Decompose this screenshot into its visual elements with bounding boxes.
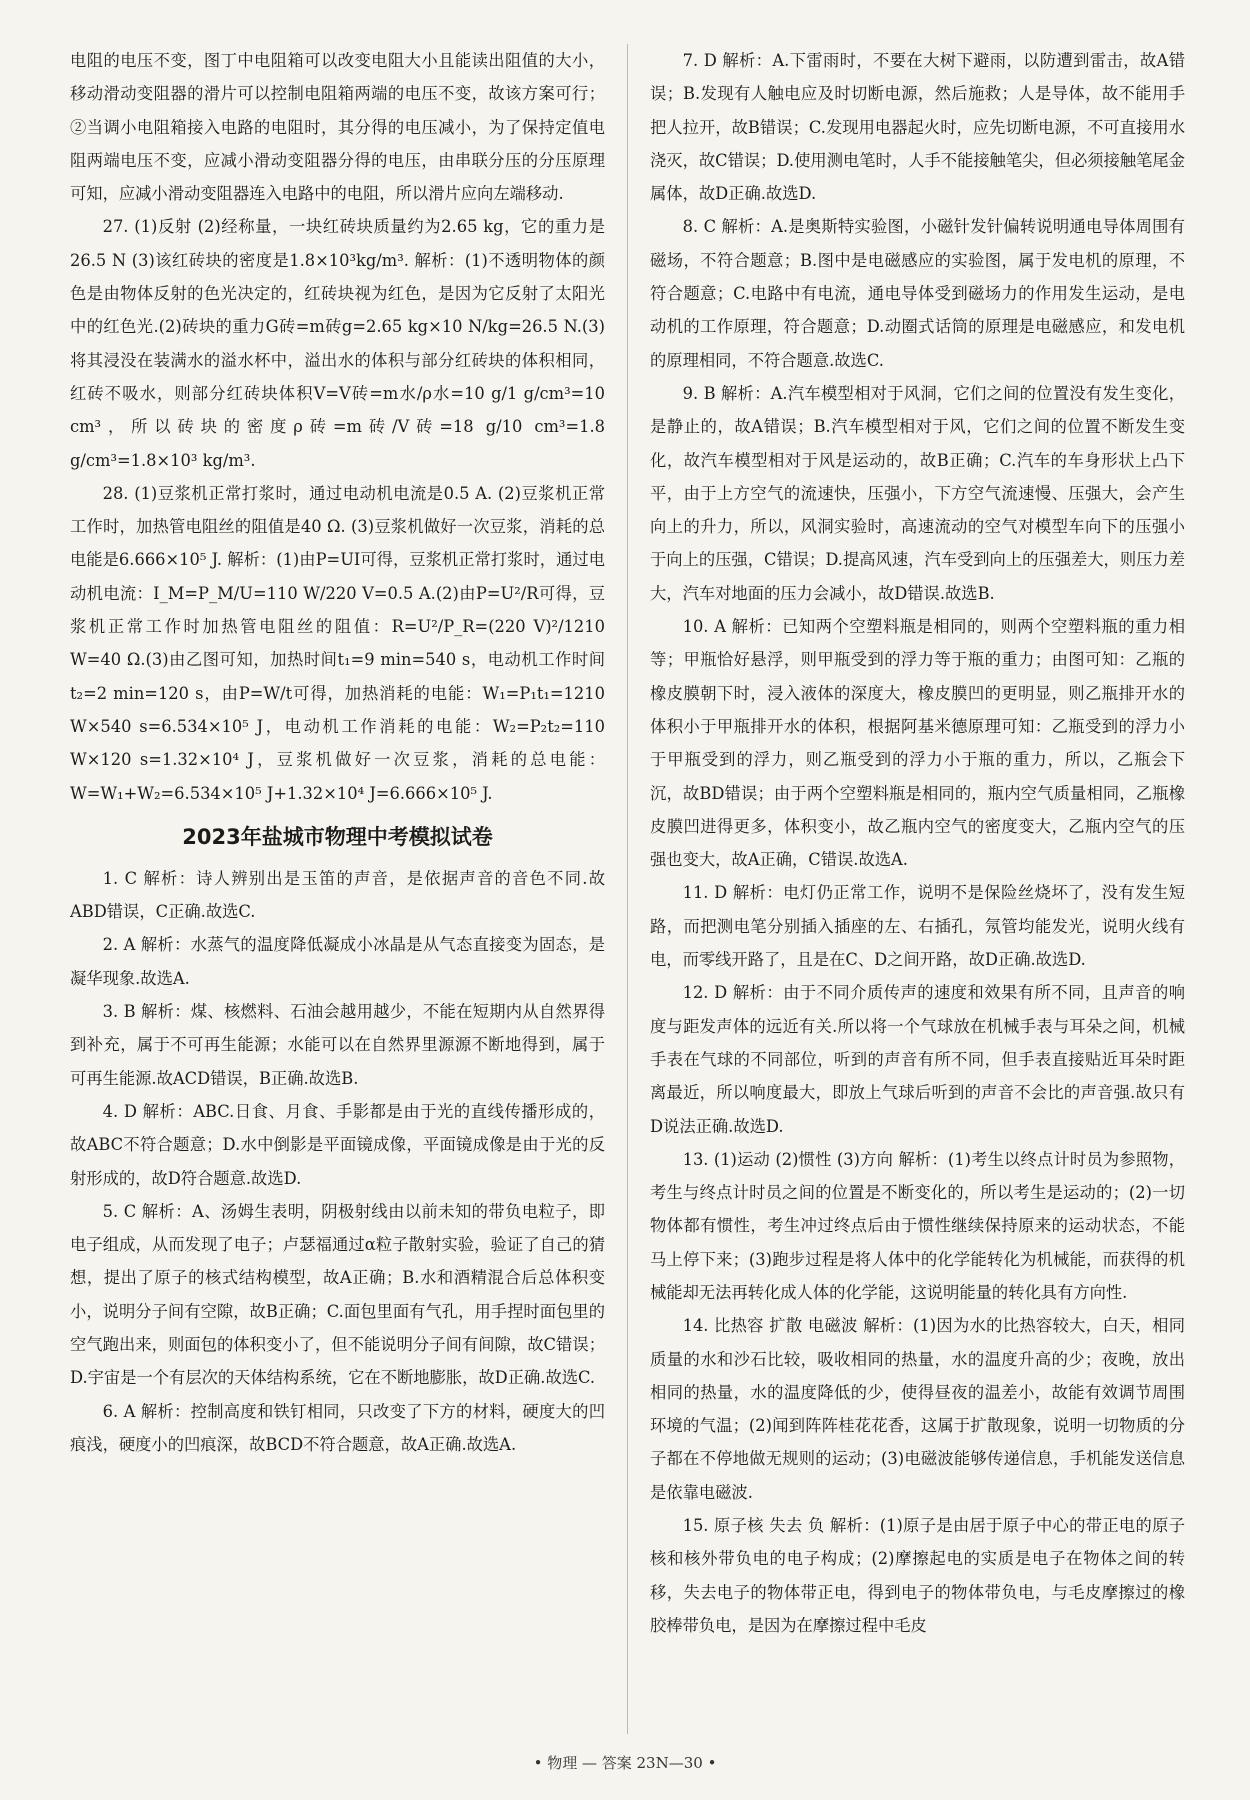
answer-8: 8. C 解析：A.是奥斯特实验图，小磁针发针偏转说明通电导体周围有磁场，不符合题意；B.图中是电磁感应的实验图，属于发电机的原理，不符合题意；C.电路中有电流，通电导体受到磁场力的作用发生运动，是电动机的工作原理，符合题意；D.动圈式话筒的原理是电磁感应，和发电机的原理相同，不符合题意.故选C. <box>650 217 1185 370</box>
answer-3: 3. B 解析：煤、核燃料、石油会越用越少，不能在短期内从自然界得到补充，属于不可再生能源；水能可以在自然界里源源不断地得到，属于可再生能源.故ACD错误，B正确.故选B. <box>70 1002 605 1088</box>
column-divider <box>627 44 628 1734</box>
paragraph-continued: 电阻的电压不变，图丁中电阻箱可以改变电阻大小且能读出阻值的大小，移动滑动变阻器的滑片可以控制电阻箱两端的电压不变，故该方案可行；②当调小电阻箱接入电路的电阻时，其分得的电压减小，为了保持定值电阻两端电压不变，应减小滑动变阻器分得的电压，由串联分压的分压原理可知，应减小滑动变阻器连入电路中的电阻，所以滑片应向左端移动. <box>70 51 605 204</box>
answer-2: 2. A 解析：水蒸气的温度降低凝成小冰晶是从气态直接变为固态，是凝华现象.故选A. <box>70 935 605 988</box>
answer-6: 6. A 解析：控制高度和铁钉相同，只改变了下方的材料，硬度大的凹痕浅，硬度小的凹痕深，故BCD不符合题意，故A正确.故选A. <box>70 1401 605 1454</box>
answer-27: 27. (1)反射 (2)经称量，一块红砖块质量约为2.65 kg，它的重力是26.5 N (3)该红砖块的密度是1.8×10³kg/m³. 解析：(1)不透明物体的颜色是由物体反射的色光决定的，红砖块视为红色，是因为它反射了太阳光中的红色光.(2)砖块的重力G砖=m砖g=2.65 kg×10 N/kg=26.5 N.(3)将其浸没在装满水的溢水杯中，溢出水的体积与部分红砖块的体积相同，红砖不吸水，则部分红砖块体积V=V砖=m水/ρ水=10 g/1 g/cm³=10 cm³，所以砖块的密度ρ砖=m砖/V砖=18 g/10 cm³=1.8 g/cm³=1.8×10³ kg/m³. <box>70 217 605 470</box>
answer-7: 7. D 解析：A.下雷雨时，不要在大树下避雨，以防遭到雷击，故A错误；B.发现有人触电应及时切断电源，然后施救；人是导体，故不能用手把人拉开，故B错误；C.发现用电器起火时，应先切断电源，不可直接用水浇灭，故C错误；D.使用测电笔时，人手不能接触笔尖，但必须接触笔尾金属体，故D正确.故选D. <box>650 51 1185 204</box>
answer-9: 9. B 解析：A.汽车模型相对于风洞，它们之间的位置没有发生变化，是静止的，故A错误；B.汽车模型相对于风，它们之间的位置不断发生变化，故汽车模型相对于风是运动的，故B正确；C.汽车的车身形状上凸下平，由于上方空气的流速快，压强小，下方空气流速慢、压强大，会产生向上的升力，所以，风洞实验时，高速流动的空气对模型车向下的压强小于向上的压强，C错误；D.提高风速，汽车受到向上的压强差大，则压力差大，汽车对地面的压力会减小，故D错误.故选B. <box>650 383 1185 603</box>
answer-28: 28. (1)豆浆机正常打浆时，通过电动机电流是0.5 A. (2)豆浆机正常工作时，加热管电阻丝的阻值是40 Ω. (3)豆浆机做好一次豆浆，消耗的总电能是6.666×10⁵ J. 解析：(1)由P=UI可得，豆浆机正常打浆时，通过电动机电流：I_M=P_M/U=110 W/220 V=0.5 A.(2)由P=U²/R可得，豆浆机正常工作时加热管电阻丝的阻值：R=U²/P_R=(220 V)²/1210 W=40 Ω.(3)由乙图可知，加热时间t₁=9 min=540 s，电动机工作时间t₂=2 min=120 s，由P=W/t可得，加热消耗的电能：W₁=P₁t₁=1210 W×540 s=6.534×10⁵ J，电动机工作消耗的电能：W₂=P₂t₂=110 W×120 s=1.32×10⁴ J，豆浆机做好一次豆浆，消耗的总电能：W=W₁+W₂=6.534×10⁵ J+1.32×10⁴ J=6.666×10⁵ J. <box>70 483 605 803</box>
section-title: 2023年盐城市物理中考模拟试卷 <box>182 824 493 849</box>
left-column <box>70 44 605 1461</box>
right-column <box>650 44 1185 1642</box>
answer-13: 13. (1)运动 (2)惯性 (3)方向 解析：(1)考生以终点计时员为参照物，考生与终点计时员之间的位置是不断变化的，所以考生是运动的；(2)一切物体都有惯性，考生冲过终点后由于惯性继续保持原来的运动状态，不能马上停下来；(3)跑步过程是将人体中的化学能转化为机械能，而获得的机械能却无法再转化成人体的化学能，这说明能量的转化具有方向性. <box>650 1149 1185 1302</box>
answer-5: 5. C 解析：A、汤姆生表明，阴极射线由以前未知的带负电粒子，即电子组成，从而发现了电子；卢瑟福通过α粒子散射实验，验证了自己的猜想，提出了原子的核式结构模型，故A正确；B.水和酒精混合后总体积变小，说明分子间有空隙，故B正确；C.面包里面有气孔，用手捏时面包里的空气跑出来，则面包的体积变小了，但不能说明分子间有间隙，故C错误；D.宇宙是一个有层次的天体结构系统，它在不断地膨胀，故D正确.故选C. <box>70 1201 605 1388</box>
answer-page <box>70 44 1185 1744</box>
answer-15: 15. 原子核 失去 负 解析：(1)原子是由居于原子中心的带正电的原子核和核外带负电的电子构成；(2)摩擦起电的实质是电子在物体之间的转移，失去电子的物体带正电，得到电子的物体带负电，与毛皮摩擦过的橡胶棒带负电，是因为在摩擦过程中毛皮 <box>650 1516 1185 1635</box>
answer-12: 12. D 解析：由于不同介质传声的速度和效果有所不同，且声音的响度与距发声体的远近有关.所以将一个气球放在机械手表与耳朵之间，机械手表在气球的不同部位，听到的声音有所不同，但手表直接贴近耳朵时距离最近，所以响度最大，即放上气球后听到的声音不会比的声音强.故只有D说法正确.故选D. <box>650 983 1185 1136</box>
answer-10: 10. A 解析：已知两个空塑料瓶是相同的，则两个空塑料瓶的重力相等；甲瓶恰好悬浮，则甲瓶受到的浮力等于瓶的重力；由图可知：乙瓶的橡皮膜朝下时，浸入液体的深度大，橡皮膜凹的更明显，则乙瓶排开水的体积小于甲瓶排开水的体积，根据阿基米德原理可知：乙瓶受到的浮力小于甲瓶受到的浮力，则乙瓶受到的浮力小于瓶的重力，所以，乙瓶会下沉，故BD错误；由于两个空塑料瓶是相同的，瓶内空气质量相同，乙瓶橡皮膜凹进得更多，体积变小，故乙瓶内空气的密度变大，乙瓶内空气的压强也变大，故A正确，C错误.故选A. <box>650 617 1185 870</box>
answer-14: 14. 比热容 扩散 电磁波 解析：(1)因为水的比热容较大，白天，相同质量的水和沙石比较，吸收相同的热量，水的温度升高的少；夜晚，放出相同的热量，水的温度降低的少，使得昼夜的温差小，故能有效调节周围环境的气温；(2)闻到阵阵桂花花香，这属于扩散现象，说明一切物质的分子都在不停地做无规则的运动；(3)电磁波能够传递信息，手机能发送信息是依靠电磁波. <box>650 1316 1185 1502</box>
answer-4: 4. D 解析：ABC.日食、月食、手影都是由于光的直线传播形成的，故ABC不符合题意；D.水中倒影是平面镜成像，平面镜成像是由于光的反射形成的，故D符合题意.故选D. <box>70 1101 605 1188</box>
answer-11: 11. D 解析：电灯仍正常工作，说明不是保险丝烧坏了，没有发生短路，而把测电笔分别插入插座的左、右插孔，氖管均能发光，说明火线有电，而零线开路了，且是在C、D之间开路，故D正确.故选D. <box>650 883 1185 970</box>
page-footer: • 物理 — 答案 23N—30 • <box>533 1754 717 1772</box>
answer-1: 1. C 解析：诗人辨别出是玉笛的声音，是依据声音的音色不同.故ABD错误，C正确.故选C. <box>70 868 605 922</box>
